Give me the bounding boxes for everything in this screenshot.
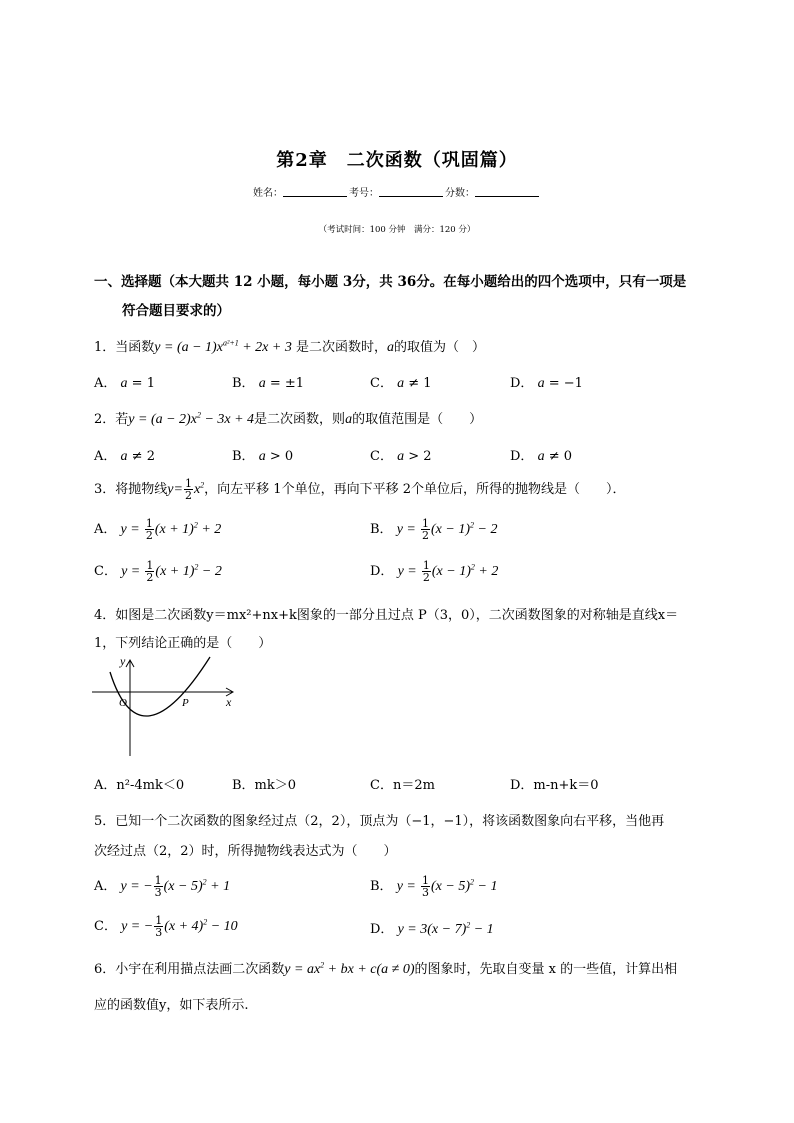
q5-option-d[interactable]: D． $y = 3(x - 7)^2 - 1$ — [370, 920, 494, 937]
q5-option-b[interactable]: B． y = $\frac{1}{3}$ $(x - 5)^2 - 1$ — [370, 874, 498, 899]
q4-option-c[interactable]: C．n＝2m — [370, 778, 435, 793]
q2-option-c[interactable]: C． a > 2 — [370, 449, 432, 464]
q4-option-d[interactable]: D．m-n+k＝0 — [510, 778, 599, 793]
id-label: 考号： — [349, 188, 379, 199]
q4-option-b[interactable]: B．mk＞0 — [232, 778, 297, 793]
q5-option-a[interactable]: A． y = − $\frac{1}{3}$ $(x - 5)^2 + 1$ — [94, 874, 231, 899]
q2-formula: $y = (a - 2)x^2 - 3x + 4$ — [128, 410, 255, 427]
q1-formula: $y = (a - 1)x^{a^2+1} + 2x + 3$ — [154, 338, 292, 355]
id-blank[interactable] — [379, 186, 443, 197]
score-blank[interactable] — [475, 186, 539, 197]
q1-option-c[interactable]: C． a ≠ 1 — [370, 376, 432, 391]
q3-option-d[interactable]: D． y = $\frac{1}{2}$ $(x - 1)^2 + 2$ — [370, 559, 499, 584]
q3-option-c[interactable]: C． y = $\frac{1}{2}$ $(x + 1)^2 - 2$ — [94, 559, 222, 584]
section-heading: 一、选择题（本大题共 12 小题，每小题 3分，共 36分。在每小题给出的四个选项中，只有一项是 — [94, 274, 687, 290]
question-6-cont: 应的函数值y，如下表所示. — [94, 998, 249, 1013]
question-5: 5．已知一个二次函数的图象经过点（2，2），顶点为（−1，−1），将该函数图象向右平移，当他再 — [94, 814, 665, 829]
q6-formula: $y = ax^2$ + bx + c(a ≠ 0) — [284, 960, 415, 977]
name-blank[interactable] — [283, 186, 347, 197]
question-3: 3．将抛物线y= $\frac{1}{2}$ $x^2$，向左平移 1个单位，再向下平移 2个单位后，所得的抛物线是（ ）． — [94, 477, 626, 502]
q2-option-d[interactable]: D． a ≠ 0 — [510, 449, 573, 464]
question-4-cont: 1，下列结论正确的是（ ） — [94, 636, 272, 651]
section-heading-cont: 符合题目要求的） — [122, 303, 230, 319]
q5-option-c[interactable]: C． y = − $\frac{1}{3}$ $(x + 4)^2 - 10$ — [94, 914, 238, 939]
name-label: 姓名： — [253, 188, 283, 199]
question-6: 6．小宇在利用描点法画二次函数$y = ax^2$ + bx + c(a ≠ 0)的图象时，先取自变量 x 的一些值，计算出相 — [94, 960, 678, 977]
origin-label: O — [119, 697, 127, 709]
q1-option-a[interactable]: A． a = 1 — [94, 376, 155, 391]
q4-option-a[interactable]: A．n²-4mk＜0 — [94, 778, 185, 793]
x-axis-label: x — [226, 695, 232, 709]
q1-option-d[interactable]: D． a = −1 — [510, 376, 583, 391]
page-title: 第2章 二次函数（巩固篇） — [276, 150, 518, 171]
question-2: 2．若$y = (a - 2)x^2 - 3x + 4$是二次函数，则a的取值范围是（ ） — [94, 410, 483, 427]
q2-option-a[interactable]: A． a ≠ 2 — [94, 449, 155, 464]
score-label: 分数： — [445, 188, 475, 199]
exam-time-note: （考试时间：100 分钟 满分：120 分） — [318, 225, 476, 235]
q1-option-b[interactable]: B． a = ±1 — [232, 376, 305, 391]
question-4: 4．如图是二次函数y＝mx²+nx+k图象的一部分且过点 P（3，0），二次函数图象的对称轴是直线x＝ — [94, 608, 679, 623]
q2-option-b[interactable]: B． a > 0 — [232, 449, 294, 464]
q3-option-b[interactable]: B． y = $\frac{1}{2}$ $(x - 1)^2 - 2$ — [370, 517, 498, 542]
point-p-label: P — [182, 697, 189, 709]
parabola-graph — [92, 652, 252, 762]
y-axis-label: y — [120, 654, 126, 668]
question-1: 1．当函数$y = (a - 1)x^{a^2+1} + 2x + 3$ 是二次函数时，a的取值为（ ） — [94, 338, 485, 355]
question-5-cont: 次经过点（2，2）时，所得抛物线表达式为（ ） — [94, 844, 397, 859]
q3-option-a[interactable]: A． y = $\frac{1}{2}$ $(x + 1)^2 + 2$ — [94, 517, 222, 542]
student-info-line — [0, 184, 794, 199]
